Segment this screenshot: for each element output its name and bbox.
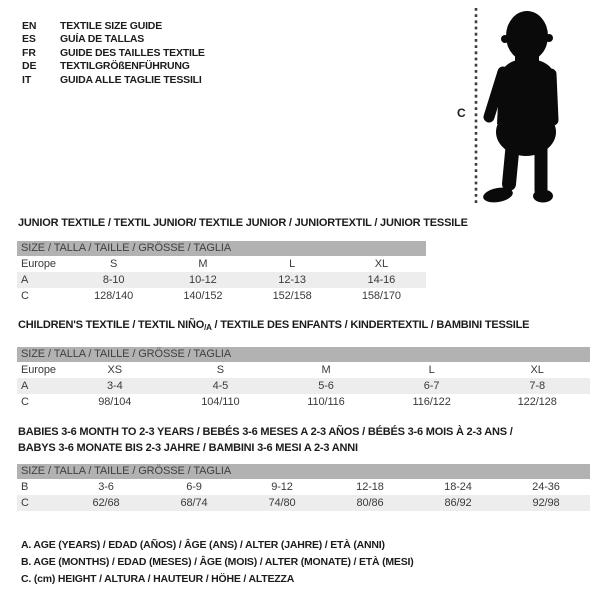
- table-row: [17, 378, 590, 394]
- language-title: TEXTILGRÖßENFÜHRUNG: [60, 60, 190, 73]
- language-title-list: [22, 19, 205, 87]
- language-code: DE: [22, 60, 37, 73]
- size-value-cell: 3-6: [98, 481, 114, 493]
- row-label: C: [21, 396, 29, 408]
- size-value-cell: 74/80: [268, 497, 296, 509]
- size-value-cell: XL: [530, 364, 544, 376]
- size-value-cell: 128/140: [94, 290, 134, 302]
- size-value-cell: 10-12: [189, 274, 217, 286]
- note-age-months: B. AGE (MONTHS) / EDAD (MESES) / ÂGE (MOIS) / ALTER (MONATE) / ETÀ (MESI): [21, 556, 414, 568]
- size-value-cell: 104/110: [201, 396, 240, 408]
- junior-section-title: JUNIOR TEXTILE / TEXTIL JUNIOR/ TEXTILE JUNIOR / JUNIORTEXTIL / JUNIOR TESSILE: [18, 217, 468, 229]
- size-value-cell: 122/128: [517, 396, 557, 408]
- row-label: Europe: [21, 258, 56, 270]
- size-value-cell: 6-7: [423, 380, 440, 392]
- size-value-cell: L: [428, 364, 435, 376]
- height-label-c: C: [457, 106, 466, 120]
- table-row: [17, 256, 426, 272]
- children-size-table: [17, 347, 590, 410]
- language-code: EN: [22, 19, 37, 32]
- language-code: ES: [22, 33, 36, 46]
- size-value-cell: M: [198, 258, 208, 270]
- table-row: [17, 495, 590, 511]
- row-label: Europe: [21, 364, 56, 376]
- size-value-cell: 110/116: [307, 396, 345, 408]
- junior-size-table: [17, 241, 426, 304]
- size-value-cell: XL: [374, 258, 388, 270]
- size-value-cell: 5-6: [318, 380, 334, 392]
- baby-silhouette-figure: [455, 6, 575, 208]
- size-value-cell: 116/122: [412, 396, 451, 408]
- size-table-header: SIZE / TALLA / TAILLE / GRÖSSE / TAGLIA: [17, 241, 426, 256]
- size-value-cell: 98/104: [98, 396, 132, 408]
- babies-section-title: [18, 425, 513, 456]
- size-value-cell: 4-5: [212, 380, 229, 392]
- table-row: [17, 272, 426, 288]
- size-value-cell: 9-12: [271, 481, 293, 493]
- table-row: [17, 288, 426, 304]
- table-row: [17, 394, 590, 410]
- children-title-subscript: /A: [204, 323, 212, 332]
- size-value-cell: 7-8: [529, 380, 545, 392]
- size-value-cell: L: [289, 258, 296, 270]
- size-value-cell: 12-13: [278, 274, 306, 286]
- size-value-cell: 14-16: [367, 274, 396, 286]
- row-label: C: [21, 497, 29, 509]
- size-value-cell: 92/98: [532, 497, 560, 509]
- children-title-suffix: / TEXTILE DES ENFANTS / KINDERTEXTIL / BAMBINI TESSILE: [211, 319, 530, 331]
- babies-title-line2: BABYS 3-6 MONATE BIS 2-3 JAHRE / BAMBINI 3-6 MESI A 2-3 ANNI: [18, 441, 358, 454]
- children-section-title: [18, 319, 529, 334]
- size-value-cell: S: [216, 364, 225, 376]
- size-value-cell: 140/152: [183, 290, 223, 302]
- size-value-cell: 86/92: [444, 497, 472, 509]
- language-row: [22, 46, 205, 60]
- language-title: GUIDE DES TAILLES TEXTILE: [60, 46, 205, 59]
- size-value-cell: 8-10: [102, 274, 125, 286]
- row-label: A: [21, 380, 29, 392]
- size-value-cell: 80/86: [356, 497, 384, 509]
- size-value-cell: 152/158: [272, 290, 312, 302]
- note-height-cm: C. (cm) HEIGHT / ALTURA / HAUTEUR / HÖHE / ALTEZZA: [21, 573, 295, 585]
- children-title-prefix: CHILDREN'S TEXTILE / TEXTIL NIÑO: [18, 319, 205, 331]
- language-row: [22, 60, 205, 74]
- language-title: GUIDA ALLE TAGLIE TESSILI: [60, 73, 202, 86]
- size-value-cell: 12-18: [356, 481, 384, 493]
- size-value-cell: 6-9: [186, 481, 202, 493]
- size-table-body: [17, 362, 590, 410]
- size-value-cell: 68/74: [180, 497, 208, 509]
- size-table-header: SIZE / TALLA / TAILLE / GRÖSSE / TAGLIA: [17, 347, 590, 362]
- note-age-years: A. AGE (YEARS) / EDAD (AÑOS) / ÂGE (ANS) / ALTER (JAHRE) / ETÀ (ANNI): [21, 539, 385, 551]
- size-value-cell: 18-24: [444, 481, 472, 493]
- size-table-body: [17, 256, 426, 304]
- size-value-cell: 24-36: [532, 481, 560, 493]
- row-label: C: [21, 290, 29, 302]
- row-label: A: [21, 274, 29, 286]
- language-title: TEXTILE SIZE GUIDE: [60, 19, 162, 32]
- size-value-cell: XS: [107, 364, 123, 376]
- size-table-header: SIZE / TALLA / TAILLE / GRÖSSE / TAGLIA: [17, 464, 590, 479]
- baby-silhouette: [482, 11, 557, 204]
- size-table-body: [17, 479, 590, 511]
- size-value-cell: 3-4: [106, 380, 123, 392]
- language-code: FR: [22, 46, 36, 59]
- language-title: GUÍA DE TALLAS: [60, 33, 145, 46]
- size-value-cell: M: [321, 364, 331, 376]
- babies-title-line1: BABIES 3-6 MONTH TO 2-3 YEARS / BEBÉS 3-6 MESES A 2-3 AÑOS / BÉBÉS 3-6 MOIS À 2-3 ANS /: [18, 426, 513, 438]
- table-row: [17, 479, 590, 495]
- table-row: [17, 362, 590, 378]
- row-label: B: [21, 481, 29, 493]
- size-value-cell: 62/68: [92, 497, 120, 509]
- size-value-cell: S: [110, 258, 118, 270]
- babies-size-table: [17, 464, 590, 511]
- size-value-cell: 158/170: [361, 290, 401, 302]
- legend-notes: [21, 537, 414, 588]
- language-row: [22, 33, 205, 47]
- language-code: IT: [22, 73, 32, 86]
- language-row: [22, 73, 205, 87]
- language-row: [22, 19, 205, 33]
